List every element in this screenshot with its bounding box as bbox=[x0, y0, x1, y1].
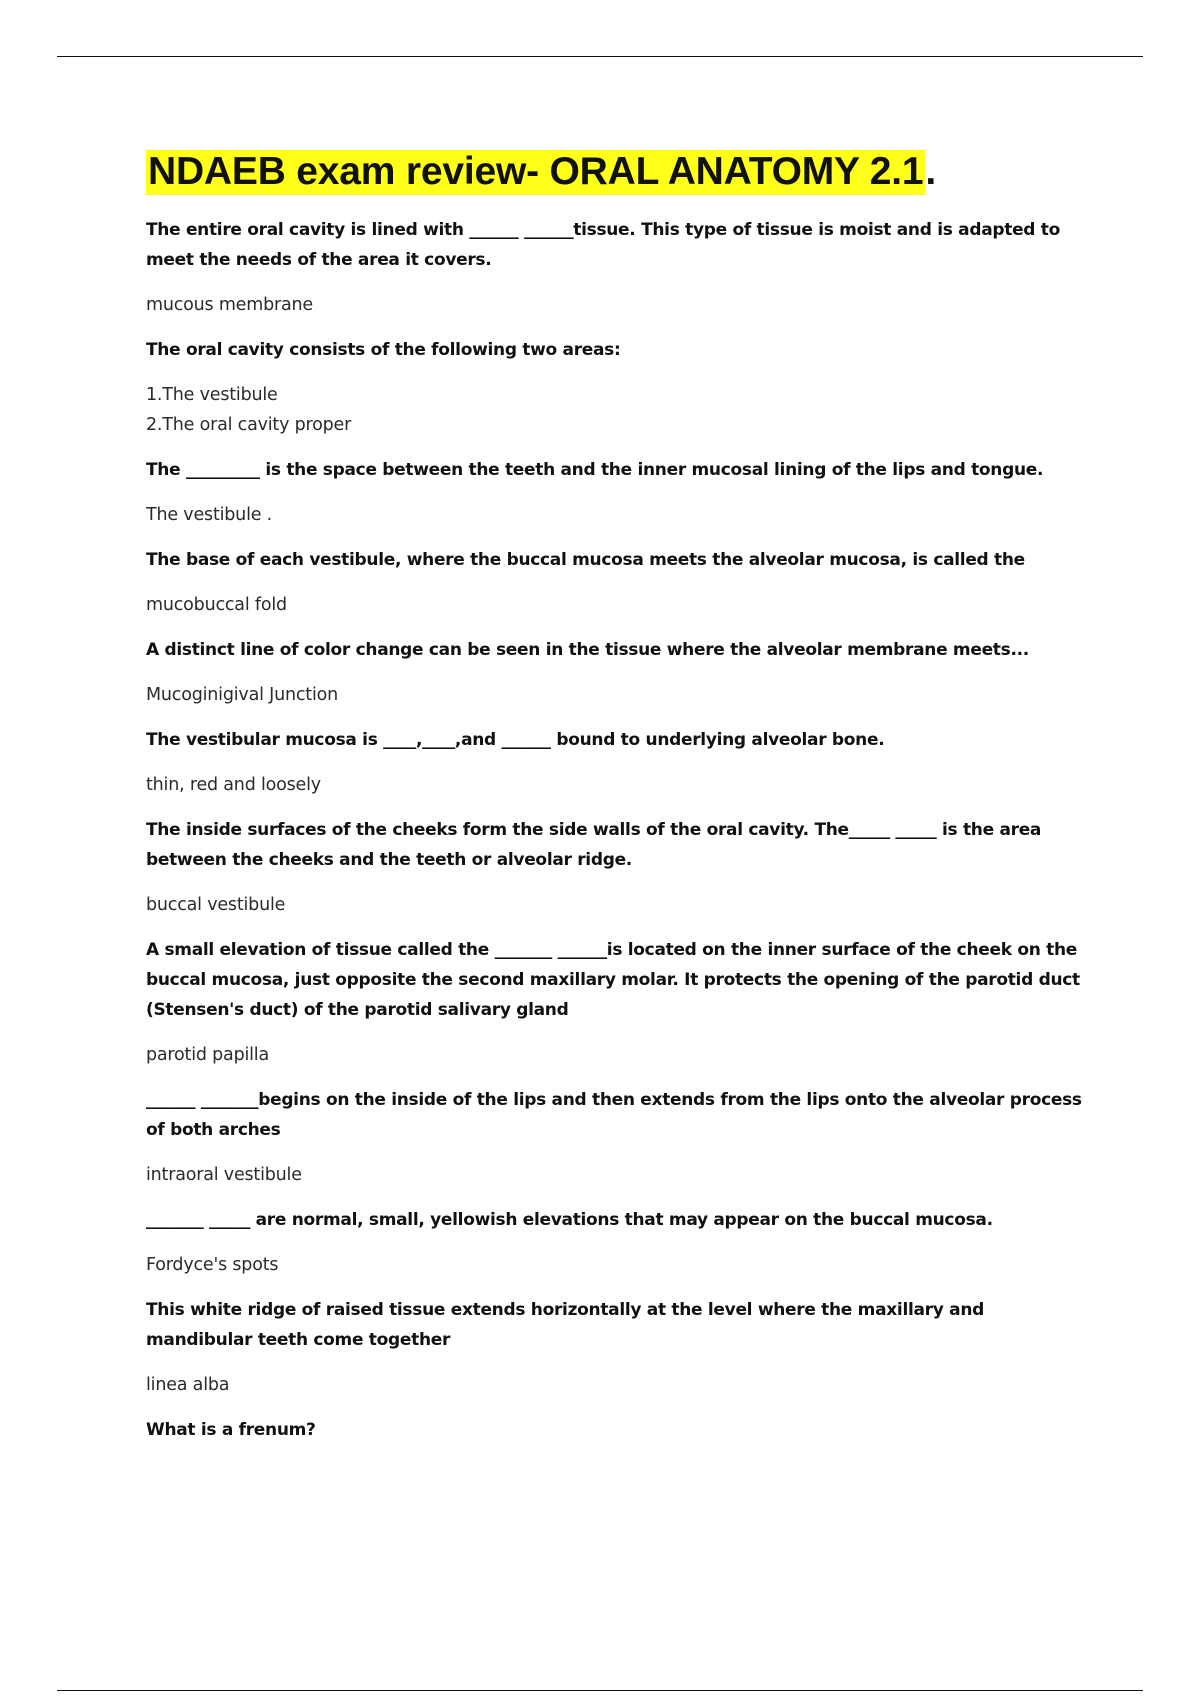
qa-item bbox=[146, 215, 1086, 320]
question-text: The _________ is the space between the teeth and the inner mucosal lining of the lips and tongue. bbox=[146, 460, 1044, 480]
question-text: The base of each vestibule, where the buccal mucosa meets the alveolar mucosa, is called the bbox=[146, 550, 1025, 570]
question-text: The oral cavity consists of the following two areas: bbox=[146, 340, 621, 360]
document-title bbox=[146, 145, 1086, 199]
question-text: A distinct line of color change can be seen in the tissue where the alveolar membrane meets... bbox=[146, 640, 1029, 660]
qa-item bbox=[146, 335, 1086, 440]
question-text: ______ _______begins on the inside of the lips and then extends from the lips onto the alveolar process of both arches bbox=[146, 1090, 1082, 1140]
qa-item bbox=[146, 545, 1086, 620]
qa-item bbox=[146, 1295, 1086, 1400]
qa-item bbox=[146, 1415, 1086, 1445]
qa-item bbox=[146, 935, 1086, 1070]
question-text: The vestibular mucosa is ____,____,and ______ bound to underlying alveolar bone. bbox=[146, 730, 885, 750]
answer-text: parotid papilla bbox=[146, 1045, 269, 1065]
question-text: The inside surfaces of the cheeks form the side walls of the oral cavity. The_____ _____ is the area between the cheeks and the teeth or alveolar ridge. bbox=[146, 820, 1042, 870]
answer-text: intraoral vestibule bbox=[146, 1165, 302, 1185]
bottom-rule bbox=[57, 1690, 1143, 1691]
answer-text: linea alba bbox=[146, 1375, 230, 1395]
question-text: What is a frenum? bbox=[146, 1420, 316, 1440]
top-rule bbox=[57, 56, 1143, 57]
title-highlight: NDAEB exam review- ORAL ANATOMY 2.1 bbox=[148, 150, 924, 193]
title-suffix: . bbox=[925, 150, 937, 193]
qa-item bbox=[146, 1205, 1086, 1280]
question-text: This white ridge of raised tissue extends horizontally at the level where the maxillary and mandibular teeth come together bbox=[146, 1300, 984, 1350]
qa-item bbox=[146, 725, 1086, 800]
qa-item bbox=[146, 1085, 1086, 1190]
answer-text: Mucoginigival Junction bbox=[146, 685, 339, 705]
answer-list bbox=[146, 380, 1086, 440]
answer-text: Fordyce's spots bbox=[146, 1255, 279, 1275]
question-text: A small elevation of tissue called the _______ ______is located on the inner surface of the cheek on the buccal mucosa, just opposite the second maxillary molar. It protects the opening of the parotid duct (Stensen's duct) of the parotid salivary gland bbox=[146, 940, 1080, 1020]
answer-list-item: 1.The vestibule bbox=[146, 385, 278, 405]
question-text: The entire oral cavity is lined with ______ ______tissue. This type of tissue is moist and is adapted to meet the needs of the area it covers. bbox=[146, 220, 1060, 270]
qa-item bbox=[146, 815, 1086, 920]
qa-item bbox=[146, 635, 1086, 710]
answer-list-item: 2.The oral cavity proper bbox=[146, 415, 352, 435]
qa-item bbox=[146, 455, 1086, 530]
answer-text: buccal vestibule bbox=[146, 895, 286, 915]
answer-text: mucobuccal fold bbox=[146, 595, 287, 615]
answer-text: thin, red and loosely bbox=[146, 775, 321, 795]
question-text: _______ _____ are normal, small, yellowish elevations that may appear on the buccal mucosa. bbox=[146, 1210, 993, 1230]
answer-text: mucous membrane bbox=[146, 295, 313, 315]
answer-text: The vestibule . bbox=[146, 505, 273, 525]
document-body bbox=[146, 145, 1086, 1460]
